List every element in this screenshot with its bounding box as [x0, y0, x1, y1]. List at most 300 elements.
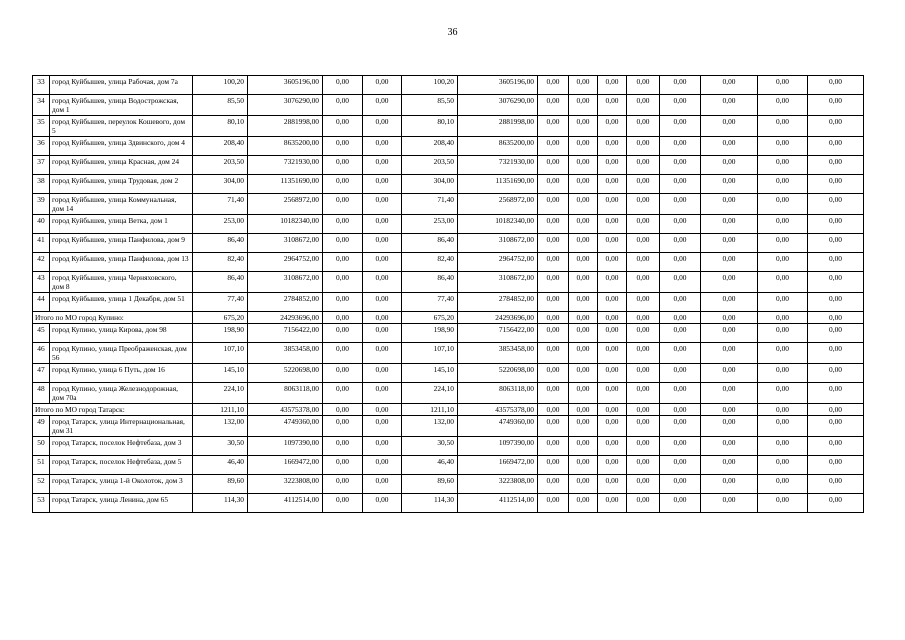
value-cell: 0,00	[627, 312, 660, 324]
value-cell: 0,00	[808, 194, 864, 215]
table-row	[33, 215, 864, 234]
value-cell: 30,50	[402, 437, 458, 456]
value-cell: 0,00	[627, 156, 660, 175]
value-cell: 1097390,00	[458, 437, 538, 456]
row-number: 35	[33, 116, 50, 137]
value-cell: 0,00	[538, 95, 569, 116]
value-cell: 0,00	[323, 95, 363, 116]
value-cell: 5220698,00	[458, 364, 538, 383]
value-cell: 0,00	[808, 404, 864, 416]
value-cell: 3853458,00	[458, 343, 538, 364]
row-number: 48	[33, 383, 50, 404]
table-body	[33, 76, 864, 513]
value-cell: 0,00	[627, 194, 660, 215]
value-cell: 114,30	[402, 494, 458, 513]
value-cell: 0,00	[323, 76, 363, 95]
value-cell: 3108672,00	[458, 234, 538, 253]
value-cell: 0,00	[598, 293, 627, 312]
table-row	[33, 156, 864, 175]
value-cell: 0,00	[569, 95, 598, 116]
value-cell: 0,00	[569, 116, 598, 137]
value-cell: 0,00	[538, 234, 569, 253]
value-cell: 0,00	[598, 194, 627, 215]
value-cell: 0,00	[363, 437, 402, 456]
value-cell: 8635200,00	[458, 137, 538, 156]
value-cell: 0,00	[627, 416, 660, 437]
value-cell: 198,90	[402, 324, 458, 343]
value-cell: 0,00	[758, 404, 808, 416]
value-cell: 0,00	[569, 343, 598, 364]
table-row	[33, 116, 864, 137]
value-cell: 107,10	[402, 343, 458, 364]
value-cell: 0,00	[569, 156, 598, 175]
value-cell: 0,00	[323, 437, 363, 456]
value-cell: 0,00	[808, 116, 864, 137]
table-row	[33, 416, 864, 437]
value-cell: 80,10	[193, 116, 248, 137]
value-cell: 675,20	[402, 312, 458, 324]
value-cell: 0,00	[660, 416, 701, 437]
value-cell: 0,00	[701, 234, 758, 253]
value-cell: 24293696,00	[458, 312, 538, 324]
value-cell: 0,00	[538, 475, 569, 494]
value-cell: 4112514,00	[458, 494, 538, 513]
value-cell: 0,00	[808, 293, 864, 312]
value-cell: 0,00	[808, 312, 864, 324]
table-row	[33, 175, 864, 194]
value-cell: 80,10	[402, 116, 458, 137]
value-cell: 0,00	[758, 137, 808, 156]
value-cell: 0,00	[627, 215, 660, 234]
value-cell: 0,00	[758, 437, 808, 456]
value-cell: 0,00	[701, 404, 758, 416]
value-cell: 3223808,00	[458, 475, 538, 494]
value-cell: 0,00	[701, 343, 758, 364]
value-cell: 0,00	[758, 194, 808, 215]
value-cell: 0,00	[569, 293, 598, 312]
value-cell: 1211,10	[193, 404, 248, 416]
value-cell: 0,00	[569, 324, 598, 343]
value-cell: 0,00	[701, 456, 758, 475]
value-cell: 11351690,00	[248, 175, 323, 194]
value-cell: 85,50	[402, 95, 458, 116]
value-cell: 85,50	[193, 95, 248, 116]
value-cell: 0,00	[660, 194, 701, 215]
value-cell: 0,00	[758, 76, 808, 95]
value-cell: 0,00	[363, 364, 402, 383]
value-cell: 0,00	[660, 437, 701, 456]
value-cell: 203,50	[402, 156, 458, 175]
value-cell: 0,00	[758, 343, 808, 364]
value-cell: 0,00	[569, 416, 598, 437]
value-cell: 0,00	[660, 116, 701, 137]
row-number: 50	[33, 437, 50, 456]
address-cell: город Куйбышев, улица 1 Декабря, дом 51	[50, 293, 193, 312]
table-row	[33, 475, 864, 494]
value-cell: 0,00	[627, 383, 660, 404]
value-cell: 30,50	[193, 437, 248, 456]
value-cell: 0,00	[701, 475, 758, 494]
value-cell: 10182340,00	[458, 215, 538, 234]
value-cell: 0,00	[569, 272, 598, 293]
value-cell: 0,00	[598, 383, 627, 404]
value-cell: 2568972,00	[248, 194, 323, 215]
value-cell: 4112514,00	[248, 494, 323, 513]
value-cell: 0,00	[758, 116, 808, 137]
table-row	[33, 437, 864, 456]
value-cell: 0,00	[598, 324, 627, 343]
value-cell: 253,00	[402, 215, 458, 234]
value-cell: 0,00	[598, 494, 627, 513]
value-cell: 0,00	[323, 312, 363, 324]
value-cell: 132,00	[402, 416, 458, 437]
value-cell: 114,30	[193, 494, 248, 513]
row-number: 34	[33, 95, 50, 116]
value-cell: 0,00	[627, 272, 660, 293]
value-cell: 0,00	[569, 253, 598, 272]
value-cell: 0,00	[538, 253, 569, 272]
value-cell: 10182340,00	[248, 215, 323, 234]
value-cell: 0,00	[627, 324, 660, 343]
value-cell: 0,00	[627, 137, 660, 156]
value-cell: 0,00	[701, 253, 758, 272]
value-cell: 0,00	[363, 234, 402, 253]
value-cell: 224,10	[193, 383, 248, 404]
value-cell: 0,00	[569, 404, 598, 416]
value-cell: 0,00	[323, 494, 363, 513]
value-cell: 0,00	[660, 404, 701, 416]
value-cell: 208,40	[193, 137, 248, 156]
value-cell: 7321930,00	[248, 156, 323, 175]
value-cell: 24293696,00	[248, 312, 323, 324]
value-cell: 0,00	[363, 404, 402, 416]
value-cell: 0,00	[323, 253, 363, 272]
value-cell: 0,00	[598, 475, 627, 494]
value-cell: 203,50	[193, 156, 248, 175]
value-cell: 100,20	[193, 76, 248, 95]
value-cell: 0,00	[323, 456, 363, 475]
value-cell: 0,00	[569, 215, 598, 234]
value-cell: 0,00	[598, 156, 627, 175]
value-cell: 0,00	[363, 156, 402, 175]
value-cell: 0,00	[569, 175, 598, 194]
value-cell: 0,00	[363, 137, 402, 156]
value-cell: 0,00	[627, 293, 660, 312]
value-cell: 1211,10	[402, 404, 458, 416]
address-cell: город Купино, улица Кирова, дом 98	[50, 324, 193, 343]
value-cell: 0,00	[538, 494, 569, 513]
address-cell: город Куйбышев, улица Рабочая, дом 7а	[50, 76, 193, 95]
value-cell: 2784852,00	[248, 293, 323, 312]
value-cell: 0,00	[598, 404, 627, 416]
value-cell: 0,00	[363, 475, 402, 494]
value-cell: 43575378,00	[248, 404, 323, 416]
value-cell: 0,00	[660, 364, 701, 383]
address-cell: город Куйбышев, улица Панфилова, дом 9	[50, 234, 193, 253]
value-cell: 46,40	[402, 456, 458, 475]
value-cell: 0,00	[569, 456, 598, 475]
value-cell: 0,00	[569, 364, 598, 383]
table-row	[33, 253, 864, 272]
value-cell: 0,00	[808, 364, 864, 383]
row-number: 37	[33, 156, 50, 175]
value-cell: 0,00	[660, 293, 701, 312]
value-cell: 77,40	[193, 293, 248, 312]
value-cell: 0,00	[808, 416, 864, 437]
value-cell: 0,00	[758, 324, 808, 343]
value-cell: 0,00	[538, 364, 569, 383]
value-cell: 11351690,00	[458, 175, 538, 194]
value-cell: 0,00	[627, 116, 660, 137]
value-cell: 0,00	[660, 76, 701, 95]
value-cell: 0,00	[660, 383, 701, 404]
value-cell: 100,20	[402, 76, 458, 95]
value-cell: 2881998,00	[248, 116, 323, 137]
value-cell: 0,00	[660, 95, 701, 116]
value-cell: 0,00	[363, 76, 402, 95]
value-cell: 3223808,00	[248, 475, 323, 494]
address-cell: город Купино, улица 6 Путь, дом 16	[50, 364, 193, 383]
address-cell: город Куйбышев, улица Здвинского, дом 4	[50, 137, 193, 156]
value-cell: 145,10	[402, 364, 458, 383]
value-cell: 0,00	[538, 324, 569, 343]
value-cell: 86,40	[193, 272, 248, 293]
total-row	[33, 404, 864, 416]
value-cell: 0,00	[538, 175, 569, 194]
value-cell: 0,00	[323, 194, 363, 215]
value-cell: 0,00	[323, 324, 363, 343]
value-cell: 675,20	[193, 312, 248, 324]
table-row	[33, 293, 864, 312]
value-cell: 3605196,00	[458, 76, 538, 95]
value-cell: 0,00	[598, 343, 627, 364]
value-cell: 0,00	[363, 416, 402, 437]
value-cell: 0,00	[363, 494, 402, 513]
value-cell: 0,00	[627, 456, 660, 475]
value-cell: 0,00	[627, 404, 660, 416]
value-cell: 0,00	[758, 253, 808, 272]
value-cell: 0,00	[363, 343, 402, 364]
value-cell: 0,00	[598, 364, 627, 383]
value-cell: 0,00	[758, 293, 808, 312]
value-cell: 0,00	[323, 234, 363, 253]
value-cell: 0,00	[808, 156, 864, 175]
value-cell: 0,00	[323, 156, 363, 175]
value-cell: 0,00	[701, 156, 758, 175]
value-cell: 0,00	[660, 175, 701, 194]
value-cell: 0,00	[660, 456, 701, 475]
table-row	[33, 95, 864, 116]
value-cell: 0,00	[538, 116, 569, 137]
value-cell: 2784852,00	[458, 293, 538, 312]
value-cell: 0,00	[660, 137, 701, 156]
value-cell: 0,00	[627, 437, 660, 456]
value-cell: 0,00	[808, 437, 864, 456]
value-cell: 0,00	[323, 293, 363, 312]
row-number: 52	[33, 475, 50, 494]
value-cell: 0,00	[323, 416, 363, 437]
row-number: 36	[33, 137, 50, 156]
value-cell: 86,40	[193, 234, 248, 253]
row-number: 40	[33, 215, 50, 234]
value-cell: 0,00	[701, 293, 758, 312]
value-cell: 0,00	[598, 272, 627, 293]
address-cell: город Татарск, поселок Нефтебаза, дом 5	[50, 456, 193, 475]
value-cell: 0,00	[660, 494, 701, 513]
value-cell: 0,00	[538, 416, 569, 437]
total-row	[33, 312, 864, 324]
value-cell: 0,00	[363, 456, 402, 475]
value-cell: 0,00	[660, 324, 701, 343]
value-cell: 3108672,00	[248, 272, 323, 293]
value-cell: 0,00	[808, 253, 864, 272]
row-number: 42	[33, 253, 50, 272]
value-cell: 0,00	[758, 456, 808, 475]
row-number: 38	[33, 175, 50, 194]
row-number: 47	[33, 364, 50, 383]
value-cell: 86,40	[402, 272, 458, 293]
table-row	[33, 343, 864, 364]
table-row	[33, 324, 864, 343]
value-cell: 0,00	[701, 364, 758, 383]
address-cell: город Татарск, улица 1-й Околоток, дом 3	[50, 475, 193, 494]
value-cell: 0,00	[758, 416, 808, 437]
value-cell: 0,00	[758, 475, 808, 494]
value-cell: 3108672,00	[458, 272, 538, 293]
value-cell: 0,00	[701, 312, 758, 324]
table-row	[33, 76, 864, 95]
value-cell: 0,00	[363, 324, 402, 343]
value-cell: 0,00	[758, 175, 808, 194]
value-cell: 0,00	[660, 475, 701, 494]
value-cell: 2881998,00	[458, 116, 538, 137]
value-cell: 0,00	[363, 95, 402, 116]
value-cell: 0,00	[660, 312, 701, 324]
row-number: 33	[33, 76, 50, 95]
value-cell: 1097390,00	[248, 437, 323, 456]
value-cell: 0,00	[363, 272, 402, 293]
value-cell: 0,00	[808, 456, 864, 475]
value-cell: 0,00	[758, 364, 808, 383]
value-cell: 0,00	[323, 272, 363, 293]
row-number: 46	[33, 343, 50, 364]
value-cell: 0,00	[538, 76, 569, 95]
value-cell: 0,00	[323, 404, 363, 416]
value-cell: 0,00	[701, 116, 758, 137]
value-cell: 2568972,00	[458, 194, 538, 215]
value-cell: 1669472,00	[248, 456, 323, 475]
value-cell: 304,00	[402, 175, 458, 194]
value-cell: 3108672,00	[248, 234, 323, 253]
value-cell: 0,00	[660, 272, 701, 293]
value-cell: 0,00	[627, 175, 660, 194]
value-cell: 0,00	[758, 494, 808, 513]
value-cell: 107,10	[193, 343, 248, 364]
value-cell: 0,00	[538, 194, 569, 215]
table-row	[33, 494, 864, 513]
row-number: 41	[33, 234, 50, 253]
table-row	[33, 137, 864, 156]
value-cell: 0,00	[808, 324, 864, 343]
value-cell: 0,00	[538, 437, 569, 456]
value-cell: 132,00	[193, 416, 248, 437]
address-cell: город Куйбышев, улица Красная, дом 24	[50, 156, 193, 175]
row-number: 49	[33, 416, 50, 437]
value-cell: 0,00	[701, 137, 758, 156]
value-cell: 0,00	[569, 437, 598, 456]
address-cell: город Татарск, улица Интернациональная, дом 31	[50, 416, 193, 437]
value-cell: 89,60	[402, 475, 458, 494]
value-cell: 0,00	[701, 383, 758, 404]
address-cell: город Куйбышев, улица Ветка, дом 1	[50, 215, 193, 234]
value-cell: 0,00	[627, 234, 660, 253]
value-cell: 0,00	[758, 272, 808, 293]
value-cell: 0,00	[627, 343, 660, 364]
value-cell: 0,00	[598, 175, 627, 194]
row-number: 39	[33, 194, 50, 215]
address-cell: город Татарск, поселок Нефтебаза, дом 3	[50, 437, 193, 456]
table-row	[33, 456, 864, 475]
value-cell: 0,00	[660, 215, 701, 234]
value-cell: 3076290,00	[458, 95, 538, 116]
value-cell: 0,00	[701, 194, 758, 215]
value-cell: 4749360,00	[248, 416, 323, 437]
value-cell: 0,00	[538, 156, 569, 175]
value-cell: 0,00	[627, 475, 660, 494]
row-number: 51	[33, 456, 50, 475]
row-number: 53	[33, 494, 50, 513]
value-cell: 0,00	[363, 175, 402, 194]
value-cell: 0,00	[808, 494, 864, 513]
value-cell: 208,40	[402, 137, 458, 156]
value-cell: 0,00	[598, 312, 627, 324]
register-table	[32, 75, 864, 513]
value-cell: 0,00	[363, 215, 402, 234]
value-cell: 0,00	[808, 272, 864, 293]
value-cell: 0,00	[363, 194, 402, 215]
value-cell: 0,00	[701, 76, 758, 95]
value-cell: 0,00	[598, 95, 627, 116]
value-cell: 0,00	[538, 137, 569, 156]
table-row	[33, 383, 864, 404]
table-row	[33, 272, 864, 293]
row-number: 45	[33, 324, 50, 343]
value-cell: 43575378,00	[458, 404, 538, 416]
value-cell: 0,00	[598, 116, 627, 137]
value-cell: 198,90	[193, 324, 248, 343]
value-cell: 71,40	[193, 194, 248, 215]
value-cell: 0,00	[660, 156, 701, 175]
value-cell: 0,00	[701, 175, 758, 194]
value-cell: 0,00	[701, 215, 758, 234]
value-cell: 0,00	[569, 312, 598, 324]
value-cell: 0,00	[701, 416, 758, 437]
value-cell: 0,00	[701, 494, 758, 513]
value-cell: 0,00	[627, 95, 660, 116]
value-cell: 2964752,00	[248, 253, 323, 272]
value-cell: 0,00	[808, 215, 864, 234]
table-row	[33, 364, 864, 383]
value-cell: 0,00	[598, 137, 627, 156]
value-cell: 0,00	[538, 343, 569, 364]
address-cell: город Куйбышев, улица Панфилова, дом 13	[50, 253, 193, 272]
value-cell: 4749360,00	[458, 416, 538, 437]
value-cell: 0,00	[627, 253, 660, 272]
value-cell: 0,00	[323, 116, 363, 137]
value-cell: 0,00	[569, 234, 598, 253]
value-cell: 0,00	[808, 137, 864, 156]
value-cell: 86,40	[402, 234, 458, 253]
